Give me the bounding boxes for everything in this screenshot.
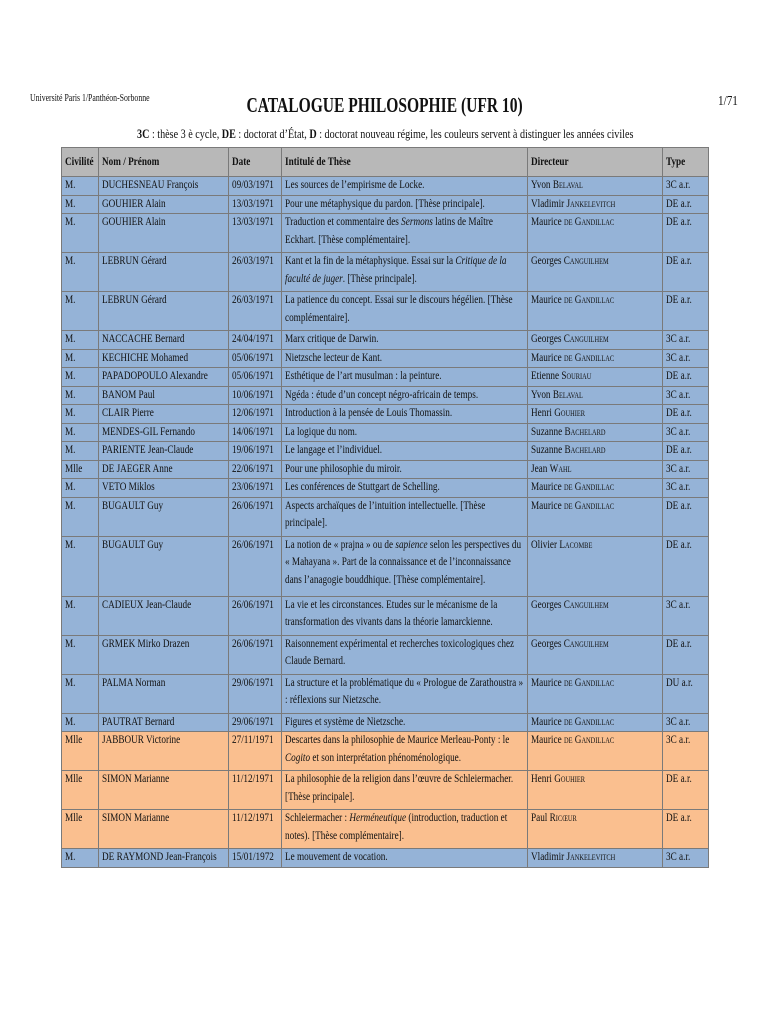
director-last-name: Belaval [552,388,583,401]
name-cell: CADIEUX Jean-Claude [99,596,229,635]
director-cell [528,497,663,536]
table-row [62,497,709,536]
name-cell: PAPADOPOULO Alexandre [99,368,229,387]
date-cell: 15/01/1972 [229,849,282,868]
civilite-cell: M. [62,292,99,331]
director-first-name: Suzanne [531,425,563,438]
director-first-name: Maurice [531,676,562,689]
civilite-cell: M. [62,349,99,368]
director-last-name: Gouhier [554,773,586,785]
table-row [62,368,709,387]
director-cell [528,442,663,461]
type-cell: DE a.r. [663,214,709,253]
director-first-name: Paul [531,812,548,824]
director-cell [528,479,663,498]
director-first-name: Yvon [531,388,551,401]
director-cell [528,405,663,424]
name-cell: SIMON Marianne [99,810,229,849]
title-cell: Raisonnement expérimental et recherches toxicologiques chez Claude Bernard. [282,635,528,674]
title-cell: Ngéda : étude d’un concept négro-africain de temps. [282,386,528,405]
director-first-name: Henri [531,773,552,785]
director-first-name: Henri [531,407,552,419]
table-row [62,460,709,479]
name-cell: KECHICHE Mohamed [99,349,229,368]
col-header-nom: Nom / Prénom [99,148,229,177]
director-last-name: Belaval [552,179,583,191]
title-cell: Marx critique de Darwin. [282,331,528,350]
university-name: Université Paris 1/Panthéon-Sorbonne [30,93,150,104]
title-cell: Le langage et l’individuel. [282,442,528,461]
date-cell: 26/06/1971 [229,497,282,536]
name-cell: SIMON Marianne [99,771,229,810]
civilite-cell: M. [62,635,99,674]
col-header-date: Date [229,148,282,177]
civilite-cell: M. [62,713,99,732]
title-cell: La logique du nom. [282,423,528,442]
name-cell: PALMA Norman [99,674,229,713]
type-cell: DE a.r. [663,497,709,536]
type-cell: 3C a.r. [663,423,709,442]
type-cell: DE a.r. [663,405,709,424]
name-cell: DUCHESNEAU François [99,177,229,196]
table-row [62,442,709,461]
type-cell: DE a.r. [663,771,709,810]
table-row [62,214,709,253]
date-cell: 14/06/1971 [229,423,282,442]
director-first-name: Suzanne [531,444,563,456]
director-last-name: Bachelard [564,444,606,456]
civilite-cell: M. [62,177,99,196]
name-cell: NACCACHE Bernard [99,331,229,350]
table-row [62,635,709,674]
date-cell: 24/04/1971 [229,331,282,350]
director-first-name: Vladimir [531,197,565,210]
type-cell: DE a.r. [663,253,709,292]
civilite-cell: Mlle [62,460,99,479]
director-last-name: Souriau [561,370,592,382]
civilite-cell: M. [62,195,99,214]
name-cell: JABBOUR Victorine [99,732,229,771]
title-cell: Descartes dans la philosophie de Maurice Merleau-Ponty : le Cogito et son interprétation phénoménologique. [282,732,528,771]
director-last-name: de Gandillac [563,499,615,512]
type-cell: 3C a.r. [663,349,709,368]
civilite-cell: M. [62,386,99,405]
title-cell: Les sources de l’empirisme de Locke. [282,177,528,196]
table-row [62,732,709,771]
table-row [62,810,709,849]
type-cell: 3C a.r. [663,331,709,350]
page-title: CATALOGUE PHILOSOPHIE (UFR 10) [246,93,524,117]
director-first-name: Jean [531,462,548,475]
name-cell: DE JAEGER Anne [99,460,229,479]
director-first-name: Maurice [531,499,562,512]
director-last-name: de Gandillac [563,481,615,493]
type-cell: 3C a.r. [663,177,709,196]
director-cell [528,674,663,713]
director-cell [528,349,663,368]
director-cell [528,732,663,771]
director-last-name: Lacombe [559,538,593,551]
director-cell [528,368,663,387]
name-cell: MENDES-GIL Fernando [99,423,229,442]
director-last-name: Canguilhem [563,598,609,611]
date-cell: 09/03/1971 [229,177,282,196]
name-cell: GRMEK Mirko Drazen [99,635,229,674]
director-last-name: Gouhier [554,407,586,419]
title-cell: Pour une métaphysique du pardon. [Thèse principale]. [282,195,528,214]
table-row [62,423,709,442]
director-first-name: Maurice [531,294,562,306]
director-cell [528,596,663,635]
director-first-name: Georges [531,333,562,345]
table-row [62,405,709,424]
director-last-name: de Gandillac [563,676,615,689]
type-cell: 3C a.r. [663,713,709,732]
type-cell: DE a.r. [663,536,709,596]
name-cell: GOUHIER Alain [99,195,229,214]
table-header-row [62,148,709,177]
director-last-name: de Gandillac [563,216,615,228]
director-last-name: Wahl [549,462,572,475]
director-first-name: Maurice [531,734,562,746]
director-last-name: Canguilhem [563,333,609,345]
title-cell: La patience du concept. Essai sur le discours hégélien. [Thèse complémentaire]. [282,292,528,331]
director-last-name: Jankelevitch [566,197,616,210]
title-cell: Les conférences de Stuttgart de Schelling. [282,479,528,498]
title-cell: La structure et la problématique du « Prologue de Zarathoustra » : réflexions sur Nietzsche. [282,674,528,713]
director-first-name: Olivier [531,538,558,551]
director-last-name: Ricœur [549,812,577,824]
civilite-cell: M. [62,479,99,498]
date-cell: 29/06/1971 [229,674,282,713]
title-cell: Schleiermacher : Herméneutique (introduction, traduction et notes). [Thèse complémentaire]. [282,810,528,849]
director-first-name: Maurice [531,351,562,364]
date-cell: 26/06/1971 [229,635,282,674]
name-cell: LEBRUN Gérard [99,292,229,331]
director-last-name: de Gandillac [563,715,615,728]
type-cell: DE a.r. [663,195,709,214]
director-cell [528,423,663,442]
director-last-name: Canguilhem [563,637,609,650]
director-cell [528,771,663,810]
civilite-cell: Mlle [62,810,99,849]
director-first-name: Maurice [531,481,562,493]
table-row [62,536,709,596]
type-cell: DE a.r. [663,635,709,674]
date-cell: 26/06/1971 [229,596,282,635]
type-cell: 3C a.r. [663,460,709,479]
table-row [62,713,709,732]
name-cell: BUGAULT Guy [99,497,229,536]
type-cell: 3C a.r. [663,596,709,635]
director-cell [528,214,663,253]
director-cell [528,253,663,292]
director-cell [528,635,663,674]
director-cell [528,460,663,479]
page-number: 1/71 [718,94,738,109]
type-cell: DE a.r. [663,810,709,849]
name-cell: LEBRUN Gérard [99,253,229,292]
director-last-name: Canguilhem [563,255,609,267]
date-cell: 22/06/1971 [229,460,282,479]
director-last-name: de Gandillac [563,294,615,306]
director-cell [528,177,663,196]
civilite-cell: M. [62,368,99,387]
type-cell: 3C a.r. [663,849,709,868]
name-cell: VETO Miklos [99,479,229,498]
date-cell: 05/06/1971 [229,349,282,368]
civilite-cell: M. [62,214,99,253]
type-cell: DU a.r. [663,674,709,713]
table-row [62,479,709,498]
date-cell: 26/06/1971 [229,536,282,596]
civilite-cell: M. [62,596,99,635]
table-row [62,331,709,350]
type-cell: 3C a.r. [663,479,709,498]
director-first-name: Georges [531,637,562,650]
director-last-name: de Gandillac [563,351,615,364]
col-header-type: Type [663,148,709,177]
date-cell: 27/11/1971 [229,732,282,771]
director-cell [528,331,663,350]
date-cell: 05/06/1971 [229,368,282,387]
col-header-civilite: Civilité [62,148,99,177]
date-cell: 13/03/1971 [229,214,282,253]
legend: 3C : thèse 3 è cycle, DE : doctorat d’État, D : doctorat nouveau régime, les couleurs servent à distinguer les années civiles [136,126,634,141]
date-cell: 11/12/1971 [229,771,282,810]
name-cell: PAUTRAT Bernard [99,713,229,732]
date-cell: 29/06/1971 [229,713,282,732]
director-last-name: de Gandillac [563,734,615,746]
civilite-cell: M. [62,405,99,424]
civilite-cell: Mlle [62,771,99,810]
civilite-cell: M. [62,253,99,292]
table-row [62,292,709,331]
date-cell: 11/12/1971 [229,810,282,849]
date-cell: 12/06/1971 [229,405,282,424]
title-cell: Le mouvement de vocation. [282,849,528,868]
director-first-name: Maurice [531,715,562,728]
civilite-cell: M. [62,442,99,461]
civilite-cell: M. [62,423,99,442]
type-cell: DE a.r. [663,292,709,331]
table-row [62,771,709,810]
title-cell: Introduction à la pensée de Louis Thomassin. [282,405,528,424]
director-first-name: Vladimir [531,851,565,863]
title-cell: Nietzsche lecteur de Kant. [282,349,528,368]
thesis-catalogue-table [61,147,709,868]
name-cell: GOUHIER Alain [99,214,229,253]
director-cell [528,386,663,405]
table-row [62,349,709,368]
director-cell [528,536,663,596]
director-first-name: Etienne [531,370,560,382]
title-cell: Traduction et commentaire des Sermons latins de Maître Eckhart. [Thèse complémentaire]. [282,214,528,253]
name-cell: BUGAULT Guy [99,536,229,596]
title-cell: Esthétique de l’art musulman : la peinture. [282,368,528,387]
name-cell: DE RAYMOND Jean-François [99,849,229,868]
table-row [62,674,709,713]
title-cell: Aspects archaïques de l’intuition intellectuelle. [Thèse principale]. [282,497,528,536]
type-cell: 3C a.r. [663,386,709,405]
title-cell: Kant et la fin de la métaphysique. Essai sur la Critique de la faculté de juger. [Thèse principale]. [282,253,528,292]
civilite-cell: M. [62,331,99,350]
director-cell [528,810,663,849]
date-cell: 19/06/1971 [229,442,282,461]
table-row [62,253,709,292]
director-cell [528,292,663,331]
director-cell [528,195,663,214]
director-cell [528,849,663,868]
date-cell: 23/06/1971 [229,479,282,498]
date-cell: 26/03/1971 [229,292,282,331]
table-row [62,177,709,196]
director-first-name: Maurice [531,216,562,228]
col-header-directeur: Directeur [528,148,663,177]
name-cell: BANOM Paul [99,386,229,405]
civilite-cell: Mlle [62,732,99,771]
table-row [62,596,709,635]
director-first-name: Georges [531,598,562,611]
date-cell: 10/06/1971 [229,386,282,405]
civilite-cell: M. [62,497,99,536]
title-cell: La vie et les circonstances. Etudes sur le mécanisme de la transformation des vivants dans la théorie lamarckienne. [282,596,528,635]
civilite-cell: M. [62,674,99,713]
table-row [62,195,709,214]
type-cell: 3C a.r. [663,732,709,771]
director-first-name: Georges [531,255,562,267]
date-cell: 26/03/1971 [229,253,282,292]
table-row [62,849,709,868]
title-cell: La notion de « prajna » ou de sapience selon les perspectives du « Mahayana ». Part de la connaissance et de l’inconnaissance dans l’anagogie bouddhique. [Thèse complémentaire]. [282,536,528,596]
table-row [62,386,709,405]
director-last-name: Jankelevitch [566,851,616,863]
date-cell: 13/03/1971 [229,195,282,214]
type-cell: DE a.r. [663,368,709,387]
title-cell: Figures et système de Nietzsche. [282,713,528,732]
name-cell: CLAIR Pierre [99,405,229,424]
director-last-name: Bachelard [564,425,606,438]
title-cell: Pour une philosophie du miroir. [282,460,528,479]
civilite-cell: M. [62,849,99,868]
name-cell: PARIENTE Jean-Claude [99,442,229,461]
type-cell: DE a.r. [663,442,709,461]
director-first-name: Yvon [531,179,551,191]
director-cell [528,713,663,732]
civilite-cell: M. [62,536,99,596]
col-header-intitule: Intitulé de Thèse [282,148,528,177]
title-cell: La philosophie de la religion dans l’œuvre de Schleiermacher. [Thèse principale]. [282,771,528,810]
